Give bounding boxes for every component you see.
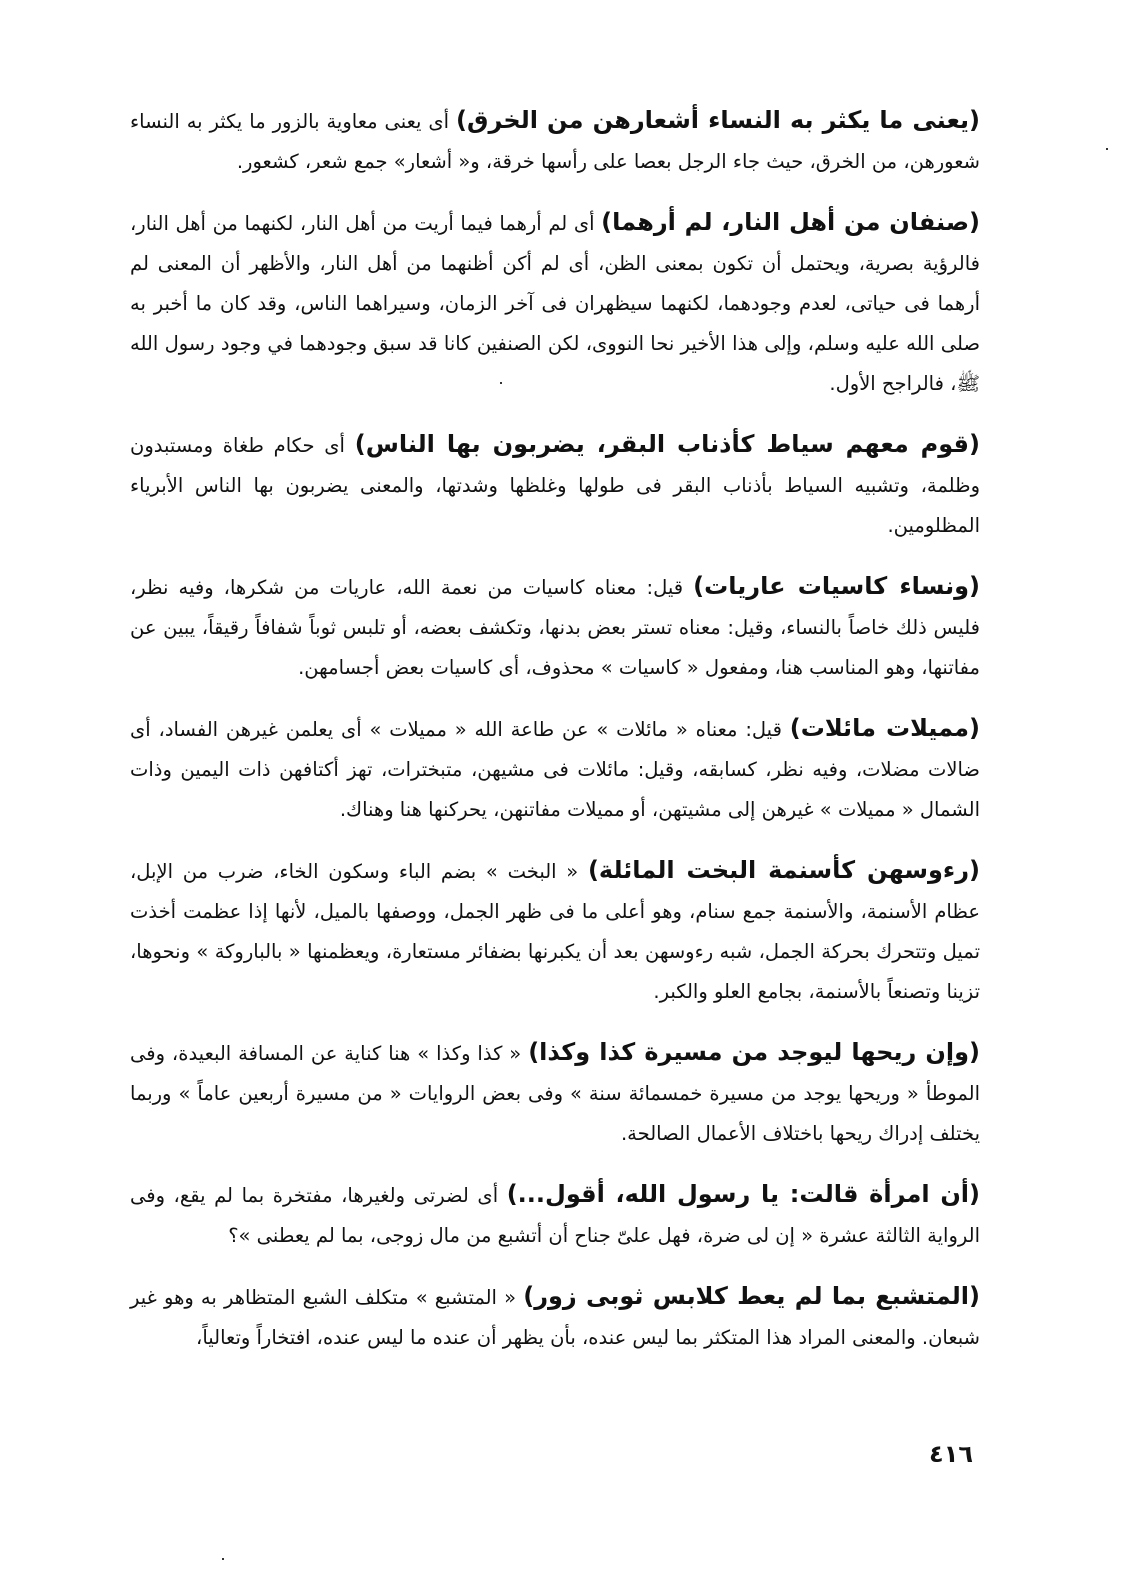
paragraph-heading: (يعنى ما يكثر به النساء أشعارهن من الخرق) (456, 106, 980, 134)
paragraph-text: أى لم أرهما فيما أريت من أهل النار، لكنهما من أهل النار، فالرؤية بصرية، ويحتمل أن تكون بمعنى الظن، أى لم أكن أظنهما من أهل النار، والأظهر أن المعنى لم أرهما فى حياتى، لعدم وجودهما، لكنهما سيظهران فى آخر الزمان، وسيراهما الناس، وقد كان ما أخبر به صلى الله عليه وسلم، وإلى هذا الأخير نحا النووى، لكن الصنفين كانا قد سبق وجودهما في وجود رسول الله ﷺ، فالراجح الأول. (130, 212, 980, 395)
paragraph-9 (130, 1276, 980, 1358)
margin-speck-top (1106, 148, 1108, 150)
page-body (130, 100, 980, 1378)
paragraph-heading: (أن امرأة قالت: يا رسول الله، أقول...) (506, 1180, 980, 1208)
paragraph-text: « المتشبع » متكلف الشبع المتظاهر به وهو غير شبعان. والمعنى المراد هذا المتكثر بما ليس عنده، بأن يظهر أن عنده ما ليس عنده، افتخاراً وتعالياً، (130, 1286, 980, 1349)
page-number: ٤١٦ (929, 1440, 973, 1468)
paragraph-5 (130, 708, 980, 830)
paragraph-heading: (ونساء كاسيات عاريات) (693, 572, 981, 600)
paragraph-heading: (رءوسهن كأسنمة البخت المائلة) (587, 856, 980, 884)
paragraph-text: قيل: معناه « مائلات » عن طاعة الله « مميلات » أى يعلمن غيرهن الفساد، أى ضالات مضلات، وفيه نظر، كسابقه، وقيل: مائلات فى مشيهن، متبخترات، تهز أكتافهن ذات اليمين وذات الشمال « مميلات » غيرهن إلى مشيتهن، أو مميلات مفاتنهن، يحركنها هنا وهناك. (130, 718, 980, 821)
margin-speck-bottom (222, 1558, 224, 1560)
paragraph-text: « البخت » بضم الباء وسكون الخاء، ضرب من الإبل، عظام الأسنمة، والأسنمة جمع سنام، وهو أعلى ما فى ظهر الجمل، ووصفها بالميل، لأنها إذا عظمت أخذت تميل وتتحرك بحركة الجمل، شبه رءوسهن بعد أن يكبرنها بضفائر مستعارة، ويعظمنها « بالباروكة » ونحوها، تزينا وتصنعاً بالأسنمة، بجامع العلو والكبر. (130, 860, 980, 1003)
paragraph-text: « كذا وكذا » هنا كناية عن المسافة البعيدة، وفى الموطأ « وريحها يوجد من مسيرة خمسمائة سنة » وفى بعض الروايات « من مسيرة أربعين عاماً » وربما يختلف إدراك ريحها باختلاف الأعمال الصالحة. (130, 1042, 980, 1145)
paragraph-heading: (مميلات مائلات) (789, 714, 981, 742)
paragraph-text: أى يعنى معاوية بالزور ما يكثر به النساء شعورهن، من الخرق، حيث جاء الرجل بعصا على رأسها خرقة، و« أشعار» جمع شعر، كشعور. (130, 110, 980, 173)
paragraph-text: أى حكام طغاة ومستبدون وظلمة، وتشبيه السياط بأذناب البقر فى طولها وغلظها وشدتها، والمعنى يضربون بها الناس الأبرياء المظلومين. (130, 434, 980, 537)
paragraph-text: أى لضرتى ولغيرها، مفتخرة بما لم يقع، وفى الرواية الثالثة عشرة « إن لى ضرة، فهل علىّ جناح أن أتشبع من مال زوجى، بما لم يعطنى »؟ (130, 1184, 980, 1247)
paragraph-1 (130, 100, 980, 182)
paragraph-7 (130, 1032, 980, 1154)
paragraph-3 (130, 424, 980, 546)
paragraph-heading: (وإن ريحها ليوجد من مسيرة كذا وكذا) (528, 1038, 980, 1066)
paragraph-heading: (صنفان من أهل النار، لم أرهما) (601, 208, 980, 236)
paragraph-8 (130, 1174, 980, 1256)
paragraph-4 (130, 566, 980, 688)
paragraph-heading: (قوم معهم سياط كأذناب البقر، يضربون بها الناس) (354, 430, 980, 458)
paragraph-2 (130, 202, 980, 404)
paragraph-text: قيل: معناه كاسيات من نعمة الله، عاريات من شكرها، وفيه نظر، فليس ذلك خاصاً بالنساء، وقيل: معناه تستر بعض بدنها، وتكشف بعضه، أو تلبس ثوباً شفافاً رقيقاً، يبين عن مفاتنها، وهو المناسب هنا، ومفعول « كاسيات » محذوف، أى كاسيات بعض أجسامهن. (130, 576, 980, 679)
paragraph-6 (130, 850, 980, 1012)
paragraph-heading: (المتشبع بما لم يعط كلابس ثوبى زور) (523, 1282, 981, 1310)
